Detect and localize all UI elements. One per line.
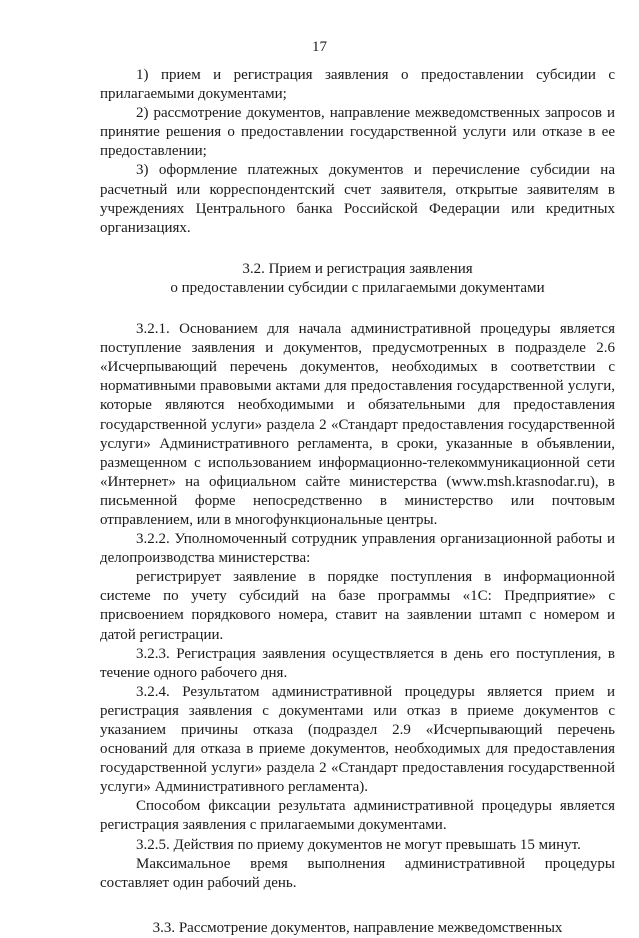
list-item-3: 3) оформление платежных документов и перечисление субсидии на расчетный или корреспондентский счет заявителя, открытые заявителям в учреждениях Центрального банка Российской Федерации или кредитных организациях. xyxy=(100,162,615,236)
spacer xyxy=(100,893,615,919)
paragraph-3-2-3: 3.2.3. Регистрация заявления осуществляется в день его поступления, в течение одного рабочего дня. xyxy=(100,645,615,681)
list-item-1: 1) прием и регистрация заявления о предоставлении субсидии с прилагаемыми документами; xyxy=(100,67,615,103)
page-number: 17 xyxy=(312,39,327,55)
paragraph-3-2-5: 3.2.5. Действия по приему документов не могут превышать 15 минут. xyxy=(136,836,581,853)
paragraph-fixation-method: Способом фиксации результата административной процедуры является регистрация заявления с прилагаемыми документами. xyxy=(100,798,615,834)
paragraph-3-2-4: 3.2.4. Результатом административной процедуры является прием и регистрация заявления с документами или отказ в приеме документов с указанием причины отказа (подраздел 2.9 «Исчерпывающий перечень оснований для отказа в приеме документов, необходимых для предоставления государственной услуги» раздела 2 «Стандарт предоставления государственной услуги» Административного регламента). xyxy=(100,683,615,796)
paragraph-3-2-1: 3.2.1. Основанием для начала административной процедуры является поступление заявления и документов, предусмотренных в подразделе 2.6 «Исчерпывающий перечень документов, необходимых в соответствии с нормативными правовыми актами для предоставления государственной услуги, которые являются необходимыми и обязательными для предоставления государственной услуги» раздела 2 «Стандарт предоставления государственной услуги» Административного регламента, в сроки, указанные в объявлении, размещенном с использованием информационно-телекоммуникационной сети «Интернет» на официальном сайте министерства (www.msh.krasnodar.ru), в письменной форме непосредственно в министерство или почтовым отправлением, или в многофункциональные центры. xyxy=(100,321,615,528)
section-3-2-heading-line-2: о предоставлении субсидии с прилагаемыми документами xyxy=(170,279,545,296)
document-body xyxy=(100,66,615,938)
section-3-3-heading-line-1: 3.3. Рассмотрение документов, направление межведомственных xyxy=(152,919,563,936)
section-3-2-heading-line-1: 3.2. Прием и регистрация заявления xyxy=(242,260,473,277)
paragraph-3-2-2: 3.2.2. Уполномоченный сотрудник управления организационной работы и делопроизводства министерства: xyxy=(100,531,615,567)
paragraph-3-2-2-registration: регистрирует заявление в порядке поступления в информационной системе по учету субсидий на базе программы «1С: Предприятие» с присвоением порядкового номера, ставит на заявлении штамп с номером и датой регистрации. xyxy=(100,569,615,643)
spacer xyxy=(100,298,615,320)
list-item-2: 2) рассмотрение документов, направление межведомственных запросов и принятие решения о предоставлении государственной услуги или отказе в ее предоставлении; xyxy=(100,105,615,160)
spacer xyxy=(100,238,615,260)
paragraph-max-time: Максимальное время выполнения административной процедуры составляет один рабочий день. xyxy=(100,855,615,891)
